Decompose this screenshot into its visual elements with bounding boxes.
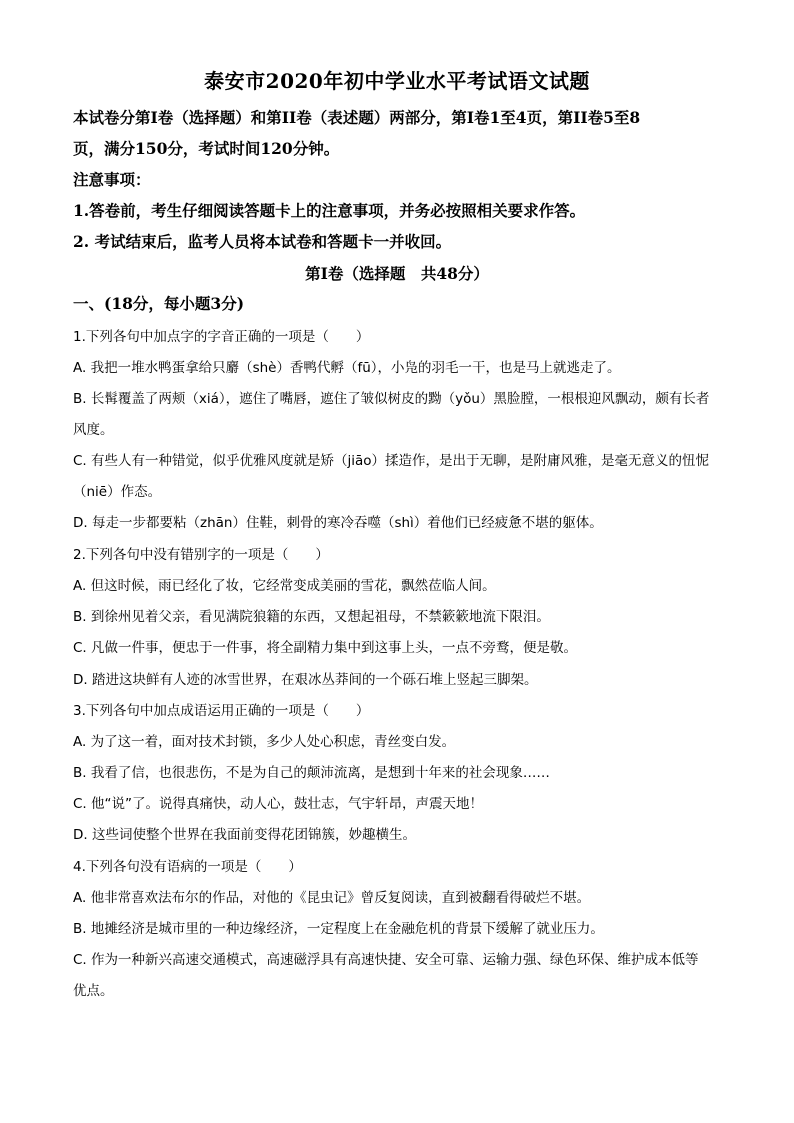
q1-option-b-line2: 风度。	[73, 422, 114, 438]
q1-option-c-line1: C. 有些人有一种错觉，似乎优雅风度就是矫（jiāo）揉造作，是出于无聊，是附庸风雅，是毫无意义的忸怩	[73, 453, 710, 469]
q2-option-d: D. 踏进这块鲜有人迹的冰雪世界，在艰冰丛莽间的一个砾石堆上竖起三脚架。	[73, 672, 538, 688]
q2-option-b: B. 到徐州见着父亲，看见满院狼籍的东西，又想起祖母，不禁簌簌地流下限泪。	[73, 609, 550, 625]
q3-stem: 3.下列各句中加点成语运用正确的一项是（ ）	[73, 703, 370, 719]
q3-option-d: D. 这些词使整个世界在我面前变得花团锦簇，妙趣横生。	[73, 827, 416, 843]
intro-line-2: 页，满分150分，考试时间120分钟。	[73, 139, 340, 158]
q1-option-d: D. 每走一步都要粘（zhān）住鞋，刺骨的寒冷吞噬（shì）着他们已经疲惫不堪的躯体。	[73, 515, 603, 531]
q1-stem: 1.下列各句中加点字的字音正确的一项是（ ）	[73, 329, 370, 345]
q4-stem: 4.下列各句没有语病的一项是（ ）	[73, 859, 302, 875]
section1-header: 一、(18分，每小题3分)	[73, 294, 245, 313]
q4-option-b: B. 地摊经济是城市里的一种边缘经济，一定程度上在金融危机的背景下缓解了就业压力。	[73, 921, 604, 937]
notes-item-1: 1.答卷前，考生仔细阅读答题卡上的注意事项，并务必按照相关要求作答。	[73, 201, 586, 220]
q4-option-c-line1: C. 作为一种新兴高速交通模式，高速磁浮具有高速快捷、安全可靠、运输力强、绿色环保、维护成本低等	[73, 952, 699, 968]
part1-header: 第I卷（选择题 共48分）	[305, 264, 489, 283]
q3-option-b: B. 我看了信，也很悲伤，不是为自己的颠沛流离，是想到十年来的社会现象……	[73, 765, 550, 781]
notes-item-2: 2. 考试结束后，监考人员将本试卷和答题卡一并收回。	[73, 232, 452, 251]
q3-option-c: C. 他“说”了。说得真痛快，动人心，鼓壮志，气宇轩昂，声震天地！	[73, 796, 483, 812]
q1-option-a: A. 我把一堆水鸭蛋拿给只麝（shè）香鸭代孵（fū），小凫的羽毛一干，也是马上就逃走了。	[73, 360, 621, 376]
q1-option-b-line1: B. 长髯覆盖了两颊（xiá），遮住了嘴唇，遮住了皱似树皮的黝（yǒu）黑脸膛，一根根迎风飘动，颇有长者	[73, 391, 710, 407]
notes-heading: 注意事项：	[73, 170, 151, 189]
exam-title: 泰安市2020年初中学业水平考试语文试题	[204, 69, 590, 93]
q2-option-c: C. 凡做一件事，便忠于一件事，将全副精力集中到这事上头，一点不旁鹜，便是敬。	[73, 640, 578, 656]
intro-line-1: 本试卷分第I卷（选择题）和第II卷（表述题）两部分，第I卷1至4页，第II卷5至8	[73, 108, 641, 127]
q3-option-a: A. 为了这一着，面对技术封锁，多少人处心积虑，青丝变白发。	[73, 734, 456, 750]
q4-option-c-line2: 优点。	[73, 983, 114, 999]
q2-stem: 2.下列各句中没有错别字的一项是（ ）	[73, 547, 329, 563]
q2-option-a: A. 但这时候，雨已经化了妆，它经常变成美丽的雪花，飘然莅临人间。	[73, 578, 496, 594]
q1-option-c-line2: （niē）作态。	[73, 484, 162, 500]
q4-option-a: A. 他非常喜欢法布尔的作品，对他的《昆虫记》曾反复阅读，直到被翻看得破烂不堪。	[73, 890, 591, 906]
